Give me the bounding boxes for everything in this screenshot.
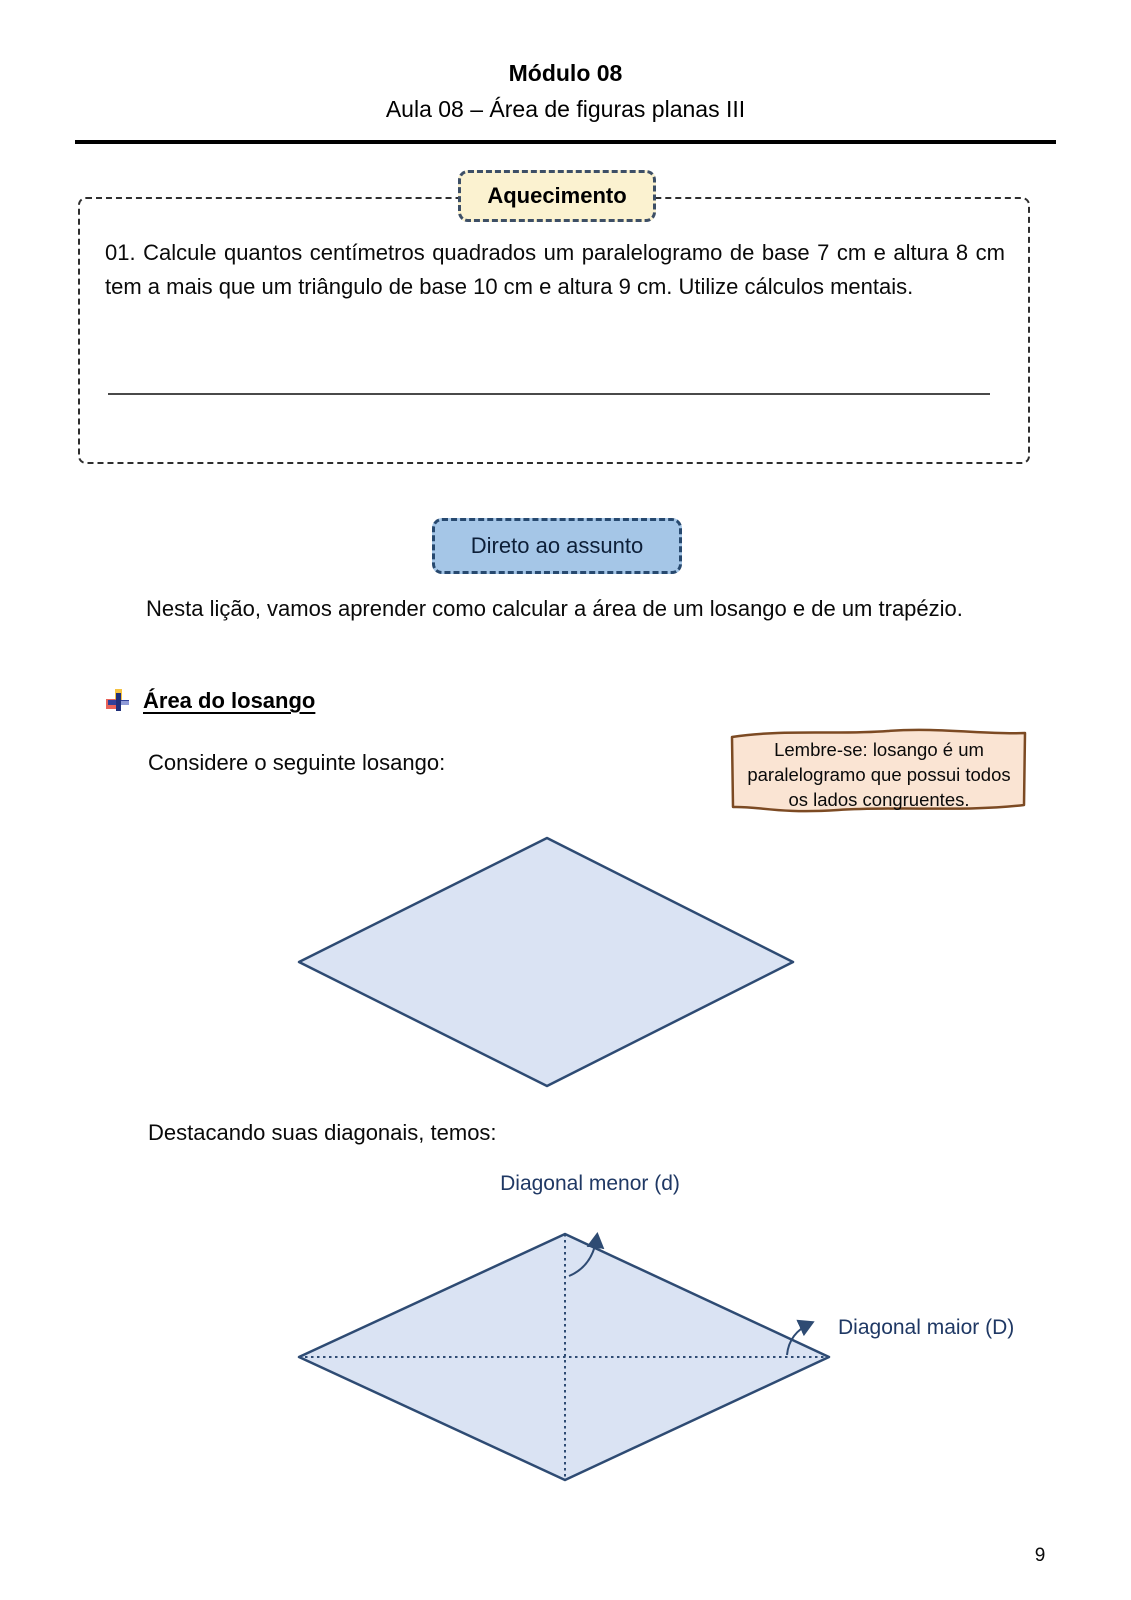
lesson-title: Aula 08 – Área de figuras planas III — [385, 96, 746, 122]
topic-badge: Direto ao assunto — [432, 518, 682, 574]
diagonals-intro: Destacando suas diagonais, temos: — [148, 1120, 497, 1145]
section-heading-label: Área do losango — [143, 688, 316, 713]
module-title: Módulo 08 — [508, 60, 623, 86]
rhombus-figure — [280, 828, 820, 1098]
answer-line — [108, 393, 990, 395]
section-heading — [105, 686, 315, 716]
header-rule — [75, 140, 1056, 144]
page-number: 9 — [1034, 1545, 1046, 1566]
reminder-note — [728, 726, 1030, 816]
intro-paragraph: Nesta lição, vamos aprender como calcular a área de um losango e de um trapézio. — [146, 596, 963, 621]
consider-text: Considere o seguinte losango: — [148, 750, 446, 775]
minor-diagonal-label: Diagonal menor (d) — [500, 1172, 680, 1195]
reminder-text: Lembre-se: losango é um paralelogramo que possui todos os lados congruentes. — [747, 739, 1011, 810]
rhombus-diagonals-figure — [280, 1200, 840, 1500]
warmup-question: 01. Calcule quantos centímetros quadrados um paralelogramo de base 7 cm e altura 8 cm tem a mais que um triângulo de base 10 cm e altura 9 cm. Utilize cálculos mentais. — [105, 240, 1005, 299]
major-diagonal-label: Diagonal maior (D) — [838, 1316, 1015, 1339]
warmup-badge: Aquecimento — [458, 170, 656, 222]
plus-bullet-icon — [105, 688, 131, 714]
